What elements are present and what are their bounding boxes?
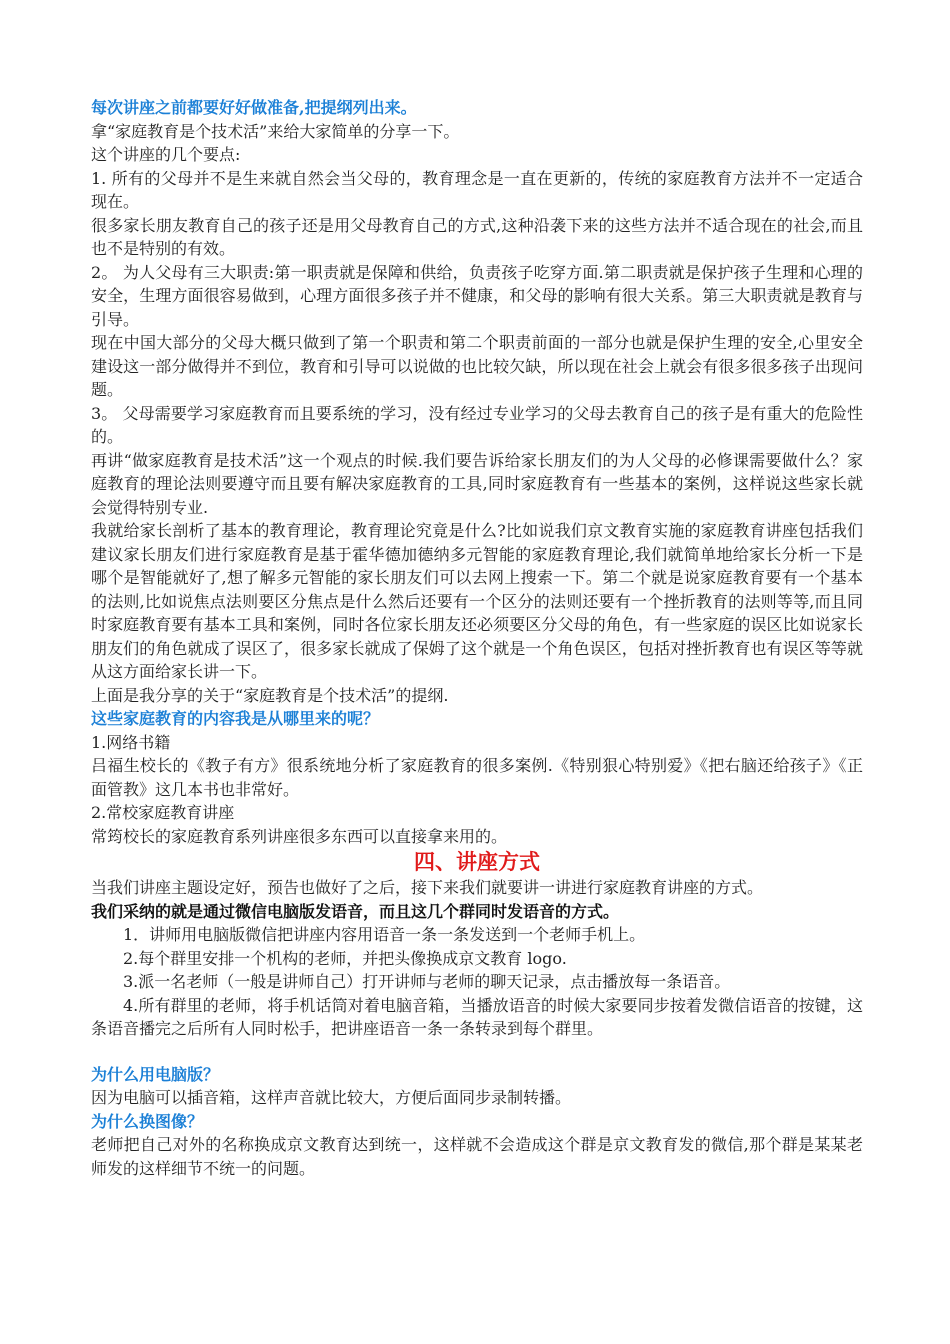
paragraph: 老师把自己对外的名称换成京文教育达到统一，这样就不会造成这个群是京文教育发的微信,那个群是某某老师发的这样细节不统一的问题。: [91, 1135, 863, 1178]
paragraph: 1.网络书籍: [91, 732, 171, 752]
section-heading: 四、讲座方式: [414, 849, 540, 874]
paragraph: 因为电脑可以插音箱，这样声音就比较大，方便后面同步录制转播。: [91, 1088, 572, 1107]
paragraph: 吕福生校长的《教子有方》很系统地分析了家庭教育的很多案例.《特别狠心特别爱》《把右脑还给孩子》《正面管教》这几本书也非常好。: [91, 756, 863, 799]
paragraph: 拿“家庭教育是个技术活”来给大家简单的分享一下。: [91, 121, 460, 141]
question-heading-computer: 为什么用电脑版？: [91, 1064, 220, 1084]
paragraph: 很多家长朋友教育自己的孩子还是用父母教育自己的方式,这种沿袭下来的这些方法并不适合现在的社会,而且也不是特别的有效。: [91, 215, 863, 258]
paragraph: 1. 所有的父母并不是生来就自然会当父母的，教育理念是一直在更新的，传统的家庭教育方法并不一定适合现在。: [91, 168, 863, 211]
bold-statement: 我们采纳的就是通过微信电脑版发语音，而且这几个群同时发语音的方式。: [91, 901, 620, 921]
list-item: 3.派一名老师（一般是讲师自己）打开讲师与老师的聊天记录，点击播放每一条语音。: [123, 972, 731, 991]
paragraph: 再讲“做家庭教育是技术活”这一个观点的时候.我们要告诉给家长朋友们的为人父母的必修课需要做什么？家庭教育的理论法则要遵守而且要有解决家庭教育的工具,同时家庭教育有一些基本的案例，这样说这些家长就会觉得特别专业.: [91, 450, 863, 517]
note-heading-sources: 这些家庭教育的内容我是从哪里来的呢？: [91, 709, 380, 728]
paragraph: 当我们讲座主题设定好，预告也做好了之后，接下来我们就要讲一讲进行家庭教育讲座的方式。: [91, 878, 764, 897]
note-heading-prepare: 每次讲座之前都要好好做准备,把提纲列出来。: [91, 98, 417, 117]
paragraph: 常筠校长的家庭教育系列讲座很多东西可以直接拿来用的。: [91, 826, 508, 846]
paragraph: 上面是我分享的关于“家庭教育是个技术活”的提纲.: [91, 685, 449, 705]
spacer: [91, 1041, 863, 1063]
paragraph: 这个讲座的几个要点:: [91, 145, 241, 164]
paragraph: 3。 父母需要学习家庭教育而且要系统的学习，没有经过专业学习的父母去教育自己的孩子是有重大的危险性的。: [91, 403, 863, 446]
paragraph: 现在中国大部分的父母大概只做到了第一个职责和第二个职责前面的一部分也就是保护生理的安全,心里安全建设这一部分做得并不到位，教育和引导可以说做的也比较欠缺，所以现在社会上就会有很多很多孩子出现问题。: [91, 333, 863, 399]
document-page: [91, 96, 863, 1180]
list-item: 1．讲师用电脑版微信把讲座内容用语音一条一条发送到一个老师手机上。: [123, 925, 646, 944]
paragraph: 2.常校家庭教育讲座: [91, 803, 235, 822]
paragraph: 我就给家长剖析了基本的教育理论，教育理论究竟是什么?比如说我们京文教育实施的家庭教育讲座包括我们建议家长朋友们进行家庭教育是基于霍华德加德纳多元智能的家庭教育理论,我们就简单地给家长分析一下是哪个是智能就好了,想了解多元智能的家长朋友们可以去网上搜索一下。第二个就是说家庭教育要有一个基本的法则,比如说焦点法则要区分焦点是什么然后还要有一个区分的法则还要有一个挫折教育的法则等等,而且同时家庭教育要有基本工具和案例，同时各位家长朋友还必须要区分父母的角色，有一些家庭的误区比如说家长朋友们的角色就成了误区了，很多家长就成了保姆了这个就是一个角色误区，包括对挫折教育也有误区等等就从这方面给家长讲一下。: [91, 521, 863, 681]
list-item: 4.所有群里的老师，将手机话筒对着电脑音箱，当播放语音的时候大家要同步按着发微信语音的按键，这条语音播完之后所有人同时松手，把讲座语音一条一条转录到每个群里。: [91, 995, 863, 1038]
list-item: 2.每个群里安排一个机构的老师，并把头像换成京文教育 logo.: [123, 948, 567, 968]
question-heading-avatar: 为什么换图像？: [91, 1111, 204, 1131]
paragraph: 2。 为人父母有三大职责:第一职责就是保障和供给，负责孩子吃穿方面.第二职责就是保护孩子生理和心理的安全，生理方面很容易做到，心理方面很多孩子并不健康，和父母的影响有很大关系。第三大职责就是教育与引导。: [91, 262, 863, 329]
